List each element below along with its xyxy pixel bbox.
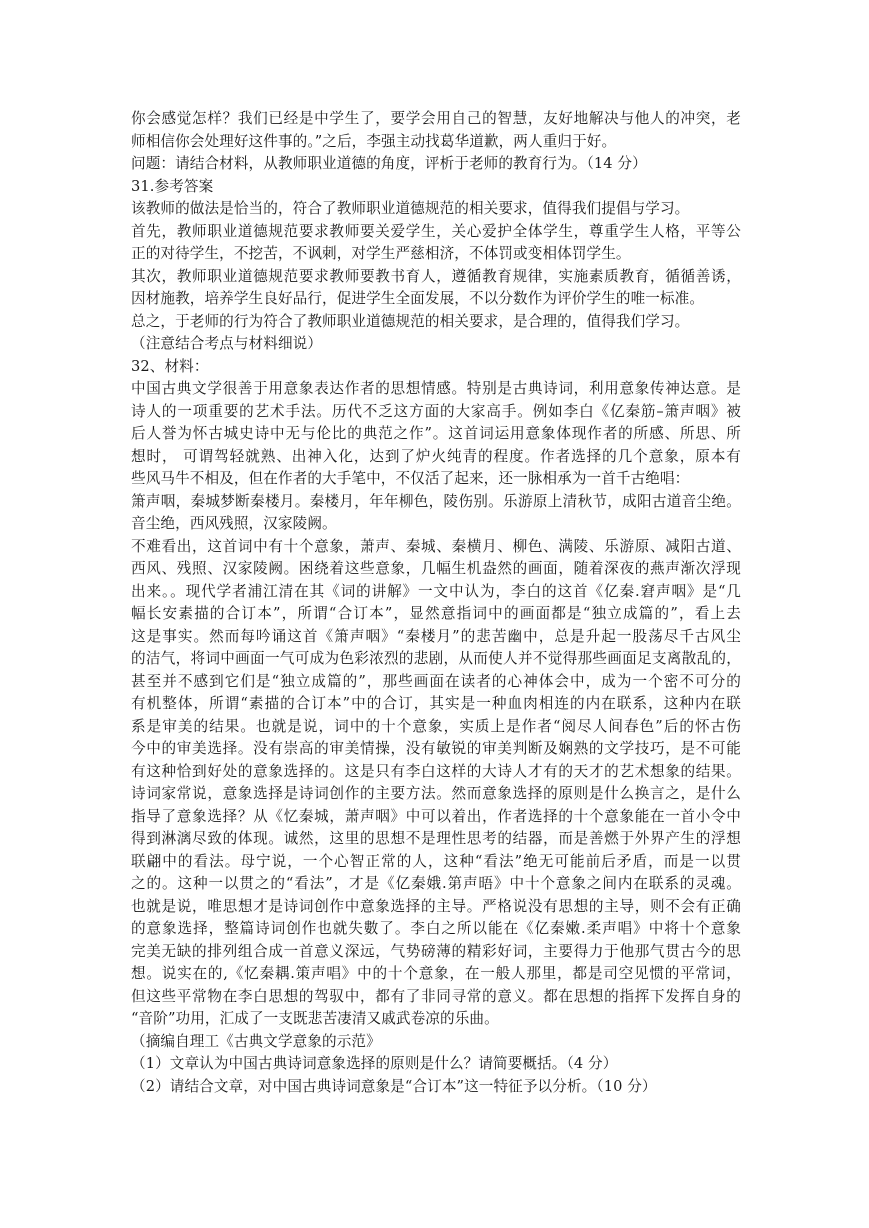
text-line: 首先，教师职业道德规范要求教师要关爱学生，关心爱护全体学生，尊重学生人格，平等公 <box>131 222 741 240</box>
note-line: （注意结合考点与材料细说） <box>131 335 323 352</box>
text-line: 你会感觉怎样？我们已经是中学生了，要学会用自己的智慧，友好地解决与他人的冲突，老 <box>131 110 741 127</box>
poem-line: 音尘绝，西风残照，汉家陵阙。 <box>131 515 337 532</box>
question-line: 问题：请结合材料，从教师职业道德的角度，评析于老师的教育行为。（14 分） <box>131 155 647 172</box>
text-line: 师相信你会处理好这件事的。”之后，李强主动找葛华道歉，两人重归于好。 <box>131 132 617 150</box>
text-line: 这是事实。然而每吟诵这首《箫声咽》“秦楼月”的悲苦幽中，总是升起一股荡尽千古风尘 <box>131 627 741 645</box>
text-line: 完美无缺的排列组合成一首意义深远，气势磅薄的精彩好词，主要得力于他那气贯古今的思 <box>131 942 741 960</box>
text-line: 出来。。现代学者浦江清在其《词的讲解》一文中认为，李白的这首《亿秦.窘声咽》是“几 <box>131 582 741 600</box>
text-line: 的意象选择，整篇诗词创作也就失數了。李白之所以能在《亿秦嫩.柔声唱》中将十个意象 <box>131 920 741 937</box>
poem-line: 箫声咽，秦城梦断秦楼月。秦楼月，年年柳色，陵伤别。乐游原上清秋节，成阳古道音尘绝。 <box>131 492 741 510</box>
answer-heading: 31.参考答案 <box>131 177 214 195</box>
text-line: 诗词家常说，意象选择是诗词创作的主要方法。然而意象选择的原则是什么换言之，是什么 <box>131 785 741 802</box>
text-line: 也就是说，唯思想才是诗词创作中意象选择的主导。严格说没有思想的主导，则不会有正确 <box>131 897 741 915</box>
text-line: 中国古典文学很善于用意象表达作者的思想情感。特别是古典诗词，利用意象传神达意。是 <box>131 380 741 397</box>
text-line: 因材施教，培养学生良好品行，促进学生全面发展，不以分数作为评价学生的唯一标准。 <box>131 290 705 307</box>
text-line: 联翩中的看法。母宁说，一个心智正常的人，这种“看法”绝无可能前后矛盾，而是一以贯 <box>131 852 741 870</box>
text-line: 不难看出，这首词中有十个意象，萧声、秦城、秦横月、柳色、满陵、乐游原、减阳古道、 <box>131 537 741 555</box>
text-line: 甚至并不感到它们是“独立成篇的”，那些画面在读者的心神体会中，成为一个密不可分的 <box>131 672 741 690</box>
text-line: 其次，教师职业道德规范要求教师要教书育人，遵循教育规律，实施素质教育，循循善诱， <box>131 267 741 285</box>
text-line: 系是审美的结果。也就是说，词中的十个意象，实质上是作者“阅尽人间春色”后的怀古伤 <box>131 717 741 735</box>
text-line: 诗人的一项重要的艺术手法。历代不乏这方面的大家高手。例如李白《亿秦筋–箫声咽》被 <box>131 402 741 420</box>
text-line: 正的对待学生，不挖苦，不讽刺，对学生严慈相济，不体罚或变相体罚学生。 <box>131 245 631 262</box>
text-line: 得到淋漓尽致的体现。诚然，这里的思想不是理性思考的结器，而是善燃于外界产生的浮想 <box>131 830 741 847</box>
question-1: （1）文章认为中国古典诗词意象选择的原则是什么？请简要概括。（4 分） <box>131 1055 618 1072</box>
text-line: 总之，于老师的行为符合了教师职业道德规范的相关要求，是合理的，值得我们学习。 <box>131 312 690 330</box>
document-body <box>131 108 741 1098</box>
text-line: 想。说实在的,《忆秦耦.策声唱》中的十个意象，在一般人那里，都是司空见惯的平常词， <box>131 965 741 982</box>
text-line: 西风、残照、汉家陵阙。困绕着这些意象，几幅生机盎然的画面，随着深夜的燕声渐次浮现 <box>131 560 741 577</box>
text-line: 有机整体，所谓“素描的合订本”中的合订，其实是一种血肉相连的内在联系，这种内在联 <box>131 695 741 712</box>
text-line: 之的。这种一以贯之的“看法”，才是《亿秦娥.第声晤》中十个意象之间内在联系的灵魂。 <box>131 875 741 892</box>
material-heading: 32、材料： <box>131 357 209 375</box>
question-2: （2）请结合文章，对中国古典诗词意象是“合订本”这一特征予以分析。（10 分） <box>131 1077 657 1095</box>
text-line: 今中的审美选择。没有崇高的审美情操，没有敏锐的审美判断及娴熟的文学技巧，是不可能 <box>131 740 741 757</box>
text-line: 有这种恰到好处的意象选择的。这是只有李白这样的大诗人才有的天才的艺术想象的结果。 <box>131 762 741 780</box>
text-line: 想时， 可谓驾轻就熟、出神入化，达到了炉火纯青的程度。作者选择的几个意象，原本有 <box>131 447 741 465</box>
text-line: 该教师的做法是恰当的，符合了教师职业道德规范的相关要求，值得我们提倡与学习。 <box>131 200 690 217</box>
source-line: （摘编自理工《古典文学意象的示范》 <box>131 1032 381 1050</box>
text-line: 幅长安素描的合订本”，所谓“合订本”，显然意指词中的画面都是“独立成篇的”，看上去 <box>131 605 741 622</box>
text-line: 指导了意象选择？从《忆秦城，萧声咽》中可以着出，作者选择的十个意象能在一首小令中 <box>131 807 741 825</box>
text-line: “音阶”功用，汇成了一支既悲苦凄清又戚武卷凉的乐曲。 <box>131 1010 499 1027</box>
text-line: 后人誉为怀古城史诗中无与伦比的典范之作”。这首词运用意象体现作者的所感、所思、所 <box>131 425 741 442</box>
text-line: 的洁气，将词中画面一气可成为色彩浓烈的悲剧，从而使人并不觉得那些画面足支离散乱的， <box>131 650 741 667</box>
text-line: 些风马牛不相及，但在作者的大手笔中，不仅活了起来，还一脉相承为一首千古绝唱： <box>131 470 690 487</box>
text-line: 但这些平常物在李白思想的驾驭中，都有了非同寻常的意义。都在思想的指挥下发挥自身的 <box>131 987 741 1005</box>
